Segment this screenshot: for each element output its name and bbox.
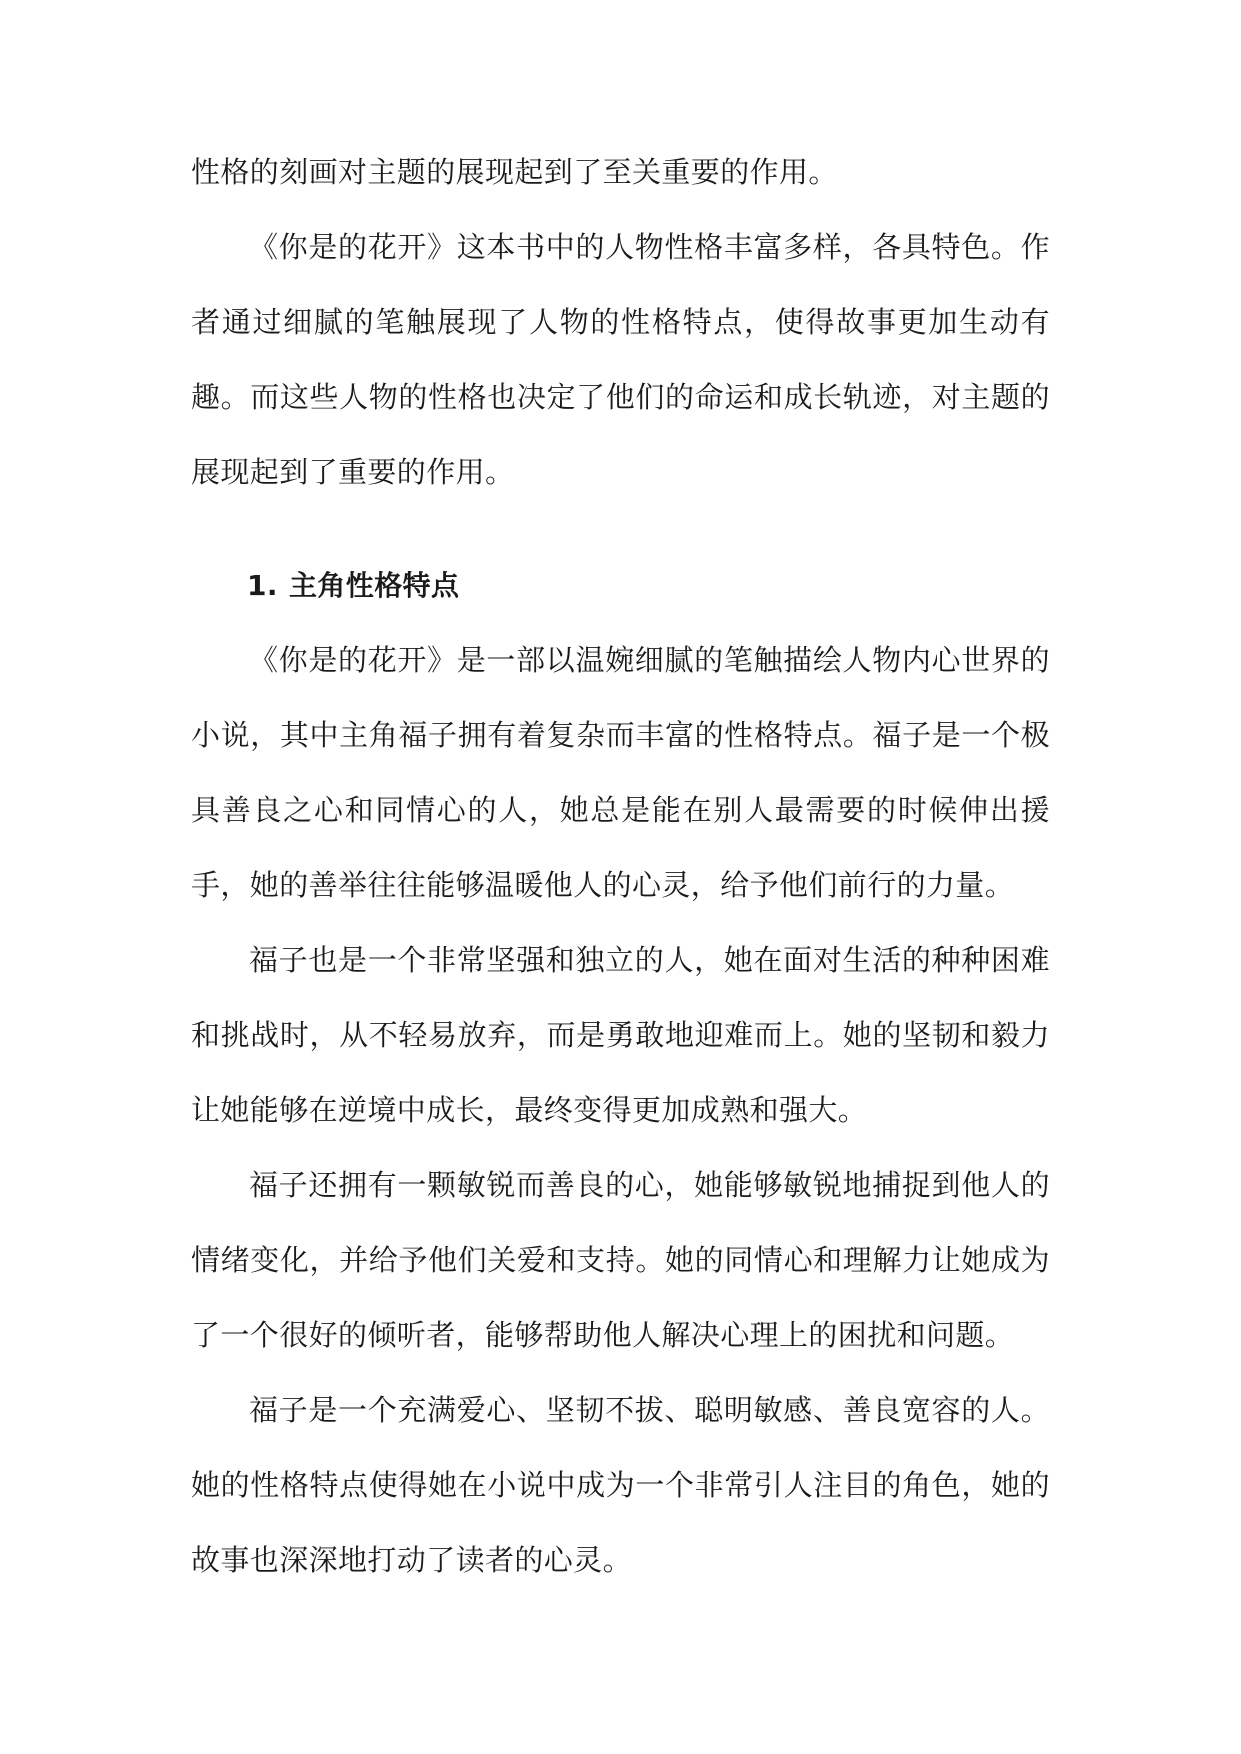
- body-paragraph: 福子也是一个非常坚强和独立的人，她在面对生活的种种困难和挑战时，从不轻易放弃，而是勇敢地迎难而上。她的坚韧和毅力让她能够在逆境中成长，最终变得更加成熟和强大。: [191, 943, 1050, 1127]
- section-heading: [191, 548, 1050, 623]
- upper-text-block: [191, 135, 1050, 510]
- body-paragraph: 福子是一个充满爱心、坚韧不拔、聪明敏感、善良宽容的人。她的性格特点使得她在小说中成为一个非常引人注目的角色，她的故事也深深地打动了读者的心灵。: [191, 1393, 1050, 1577]
- section-title: 主角性格特点: [289, 569, 460, 602]
- section-block: [191, 548, 1050, 1598]
- body-paragraph: 《你是的花开》是一部以温婉细腻的笔触描绘人物内心世界的小说，其中主角福子拥有着复杂而丰富的性格特点。福子是一个极具善良之心和同情心的人，她总是能在别人最需要的时候伸出援手，她的善举往往能够温暖他人的心灵，给予他们前行的力量。: [191, 643, 1050, 902]
- body-paragraph: 福子还拥有一颗敏锐而善良的心，她能够敏锐地捕捉到他人的情绪变化，并给予他们关爱和支持。她的同情心和理解力让她成为了一个很好的倾听者，能够帮助他人解决心理上的困扰和问题。: [191, 1168, 1050, 1352]
- intro-paragraph: 《你是的花开》这本书中的人物性格丰富多样，各具特色。作者通过细腻的笔触展现了人物的性格特点，使得故事更加生动有趣。而这些人物的性格也决定了他们的命运和成长轨迹，对主题的展现起到了重要的作用。: [191, 230, 1050, 489]
- section-number: 1.: [247, 569, 278, 602]
- continuation-paragraph: 性格的刻画对主题的展现起到了至关重要的作用。: [191, 155, 838, 189]
